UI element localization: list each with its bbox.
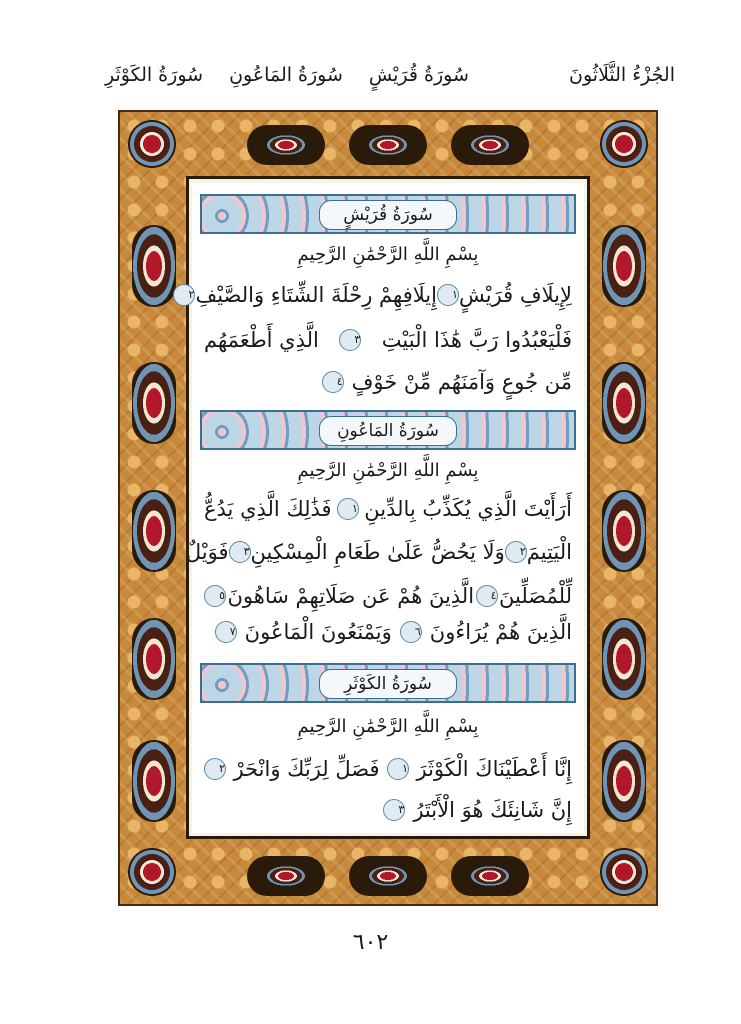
- verse-line: [204, 497, 572, 521]
- border-medallion-icon: [132, 740, 176, 822]
- header-surah-name: سُورَةُ المَاعُونِ: [229, 64, 343, 86]
- verse-text: فَصَلِّ لِرَبِّكَ وَانْحَرْ: [233, 757, 380, 781]
- border-medallion-icon: [247, 125, 325, 165]
- surah-banner: [200, 194, 576, 234]
- border-medallion-icon: [349, 856, 427, 896]
- page-header: [105, 58, 675, 92]
- ayah-marker-icon: ٢: [204, 758, 226, 780]
- border-medallion-icon: [602, 362, 646, 444]
- basmala: بِسْمِ اللَّهِ الرَّحْمَٰنِ الرَّحِيمِ: [297, 460, 479, 481]
- ayah-marker-icon: ٣: [383, 799, 405, 821]
- ayah-marker-icon: ٤: [322, 371, 344, 393]
- surah-banner: [200, 663, 576, 703]
- border-medallion-icon: [132, 362, 176, 444]
- surah-title: سُورَةُ قُرَيْشٍ: [319, 200, 457, 230]
- verse-text: لِّلْمُصَلِّينَ: [499, 584, 572, 608]
- corner-medallion-icon: [128, 848, 176, 896]
- border-medallion-icon: [602, 225, 646, 307]
- ayah-marker-icon: ٣: [229, 541, 251, 563]
- verse-line: [204, 798, 572, 822]
- verse-line: [185, 540, 572, 564]
- verse-line: [188, 283, 572, 307]
- verse-text: الَّذِينَ هُمْ عَن صَلَاتِهِمْ سَاهُونَ: [227, 584, 475, 608]
- verse-text: وَيَمْنَعُونَ الْمَاعُونَ: [244, 620, 392, 644]
- verse-text: فَذَٰلِكَ الَّذِي يَدُعُّ: [204, 497, 332, 521]
- ayah-marker-icon: ٣: [339, 329, 361, 351]
- border-medallion-icon: [132, 618, 176, 700]
- basmala: بِسْمِ اللَّهِ الرَّحْمَٰنِ الرَّحِيمِ: [297, 244, 479, 265]
- verse-text: إِنَّ شَانِئَكَ هُوَ الْأَبْتَرُ: [413, 798, 572, 822]
- header-surah-names: [105, 64, 469, 86]
- border-medallion-icon: [602, 618, 646, 700]
- verse-text: فَلْيَعْبُدُوا رَبَّ هَٰذَا الْبَيْتِ: [381, 328, 572, 352]
- verse-text: لِإِيلَافِ قُرَيْشٍ: [458, 283, 572, 307]
- header-surah-name: سُورَةُ الكَوْثَرِ: [105, 64, 204, 86]
- corner-medallion-icon: [128, 120, 176, 168]
- verse-text: إِيلَافِهِمْ رِحْلَةَ الشِّتَاءِ وَالصَّيْفِ: [195, 283, 437, 307]
- verse-line: [204, 620, 572, 644]
- border-medallion-icon: [602, 740, 646, 822]
- verse-text: وَلَا يَحُضُّ عَلَىٰ طَعَامِ الْمِسْكِينِ: [250, 540, 505, 564]
- border-medallion-icon: [602, 490, 646, 572]
- ayah-marker-icon: ٤: [476, 585, 498, 607]
- border-medallion-icon: [247, 856, 325, 896]
- ayah-marker-icon: ٥: [204, 585, 226, 607]
- ayah-marker-icon: ١: [337, 498, 359, 520]
- surah-banner: [200, 410, 576, 450]
- verse-line: [204, 370, 572, 394]
- ayah-marker-icon: ٦: [400, 621, 422, 643]
- verse-line: [204, 757, 572, 781]
- ayah-marker-icon: ١: [387, 758, 409, 780]
- border-medallion-icon: [349, 125, 427, 165]
- ayah-marker-icon: ٢: [505, 541, 527, 563]
- corner-medallion-icon: [600, 848, 648, 896]
- verse-text: فَوَيْلٌ: [185, 540, 229, 564]
- verse-line: [204, 584, 572, 608]
- ayah-marker-icon: ٧: [215, 621, 237, 643]
- verse-text: الَّذِي أَطْعَمَهُم: [204, 328, 319, 352]
- verse-text: مِّن جُوعٍ وَآمَنَهُم مِّنْ خَوْفٍ: [351, 370, 572, 394]
- border-medallion-icon: [132, 490, 176, 572]
- border-medallion-icon: [451, 856, 529, 896]
- border-medallion-icon: [132, 225, 176, 307]
- ayah-marker-icon: ١: [437, 284, 459, 306]
- verse-line: [204, 328, 572, 352]
- corner-medallion-icon: [600, 120, 648, 168]
- verse-text: الْيَتِيمَ: [526, 540, 572, 564]
- ayah-marker-icon: ٢: [173, 284, 195, 306]
- verse-text: الَّذِينَ هُمْ يُرَاءُونَ: [429, 620, 572, 644]
- border-medallion-icon: [451, 125, 529, 165]
- surah-title: سُورَةُ الكَوْثَرِ: [319, 669, 457, 699]
- page-number: ٦٠٢: [352, 930, 389, 955]
- juz-label: الجُزْءُ الثَّلَاثُونَ: [569, 64, 675, 86]
- basmala: بِسْمِ اللَّهِ الرَّحْمَٰنِ الرَّحِيمِ: [297, 716, 479, 737]
- verse-text: أَرَأَيْتَ الَّذِي يُكَذِّبُ بِالدِّينِ: [364, 497, 572, 521]
- surah-title: سُورَةُ المَاعُونِ: [319, 416, 457, 446]
- verse-text: إِنَّا أَعْطَيْنَاكَ الْكَوْثَرَ: [416, 757, 572, 781]
- header-surah-name: سُورَةُ قُرَيْشٍ: [368, 64, 469, 86]
